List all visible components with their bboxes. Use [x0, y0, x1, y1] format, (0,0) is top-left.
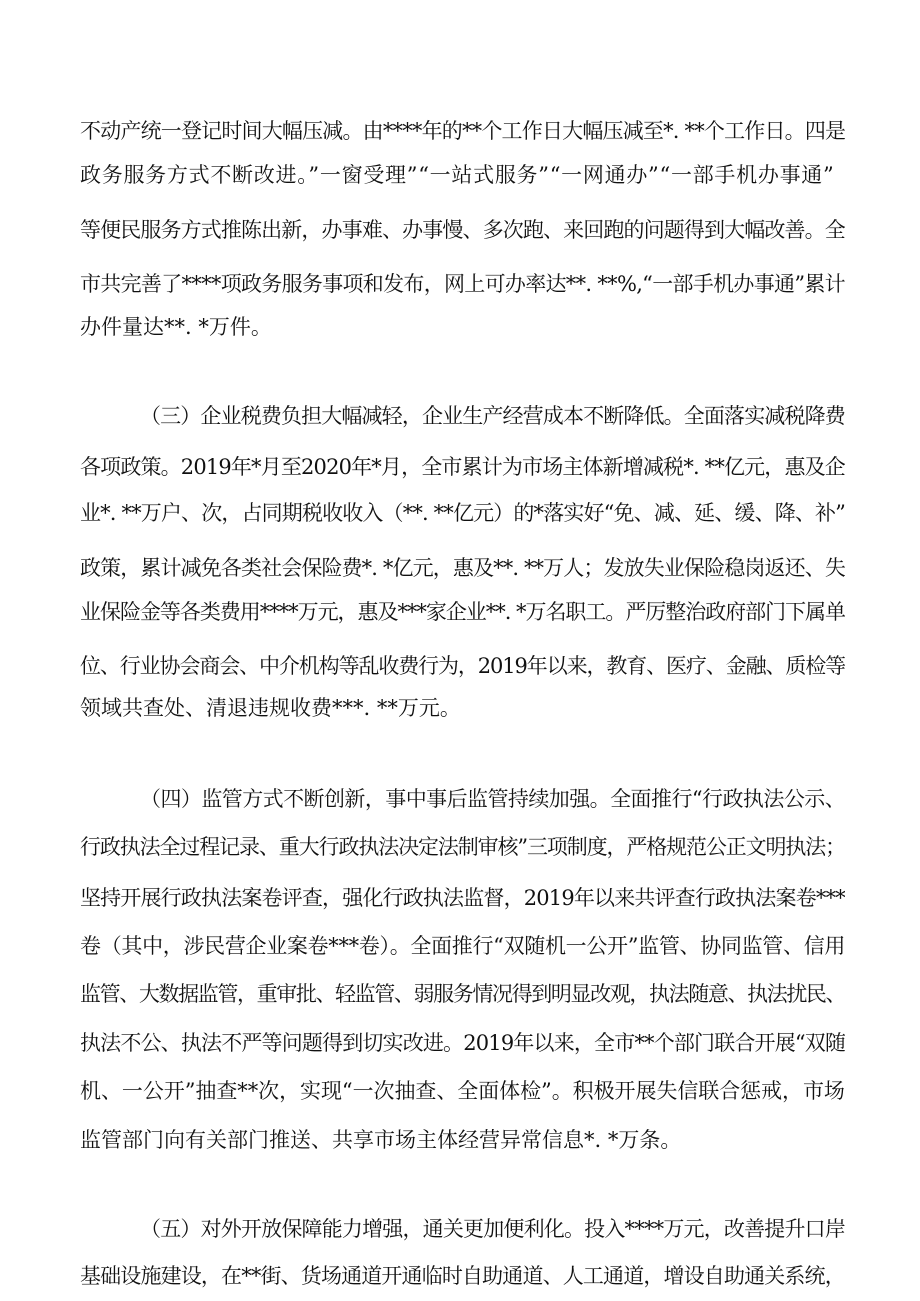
text-line: 执法不公、执法不严等问题得到切实改进。2019年以来，全市**个部门联合开展“双随 [80, 1031, 845, 1055]
text-line: 各项政策。2019年*月至2020年*月，全市累计为市场主体新增减税*. **亿元，惠及企 [80, 455, 845, 479]
text-line: 等便民服务方式推陈出新，办事难、办事慢、多次跑、来回跑的问题得到大幅改善。全 [80, 218, 845, 242]
text-line: 位、行业协会商会、中介机构等乱收费行为，2019年以来，教育、医疗、金融、质检等 [80, 654, 845, 678]
text-line: 不动产统一登记时间大幅压减。由****年的**个工作日大幅压减至*. **个工作日。四是 [80, 119, 845, 143]
text-line: 监管部门向有关部门推送、共享市场主体经营异常信息*. *万条。 [80, 1128, 682, 1152]
text-line: 监管、大数据监管，重审批、轻监管、弱服务情况得到明显改观，执法随意、执法扰民、 [80, 982, 845, 1006]
text-line: 业*. **万户、次，占同期税收收入（**. **亿元）的*落实好“免、减、延、缓、降、补” [80, 501, 845, 525]
paragraph-heading-4: （四）监管方式不断创新，事中事后监管持续加强。全面推行“行政执法公示、 [140, 787, 845, 811]
text-line: 市共完善了****项政务服务事项和发布，网上可办率达**. **%,“一部手机办事通”累计 [80, 272, 845, 296]
text-line: 基础设施建设，在**街、货场通道开通临时自助通道、人工通道，增设自助通关系统， [80, 1264, 845, 1288]
paragraph-heading-3: （三）企业税费负担大幅减轻，企业生产经营成本不断降低。全面落实减税降费 [140, 404, 845, 428]
text-line: 政务服务方式不断改进。”一窗受理”“一站式服务”“一网通办”“一部手机办事通” [80, 163, 835, 187]
text-line: 坚持开展行政执法案卷评查，强化行政执法监督，2019年以来共评查行政执法案卷*** [80, 886, 845, 910]
text-line: 行政执法全过程记录、重大行政执法决定法制审核”三项制度，严格规范公正文明执法； [80, 835, 845, 859]
text-line: 办件量达**. *万件。 [80, 315, 272, 339]
text-line: 机、一公开”抽查**次，实现“一次抽查、全面体检”。积极开展失信联合惩戒，市场 [80, 1079, 845, 1103]
text-line: 领域共查处、清退违规收费***. **万元。 [80, 696, 461, 720]
text-line: 政策，累计减免各类社会保险费*. *亿元，惠及**. **万人；发放失业保险稳岗返还、失 [80, 556, 845, 580]
paragraph-heading-5: （五）对外开放保障能力增强，通关更加便利化。投入****万元，改善提升口岸 [140, 1217, 845, 1241]
text-line: 卷（其中，涉民营企业案卷***卷）。全面推行“双随机一公开”监管、协同监管、信用 [80, 934, 845, 958]
text-line: 业保险金等各类费用****万元，惠及***家企业**. *万名职工。严厉整治政府部门下属单 [80, 600, 845, 624]
